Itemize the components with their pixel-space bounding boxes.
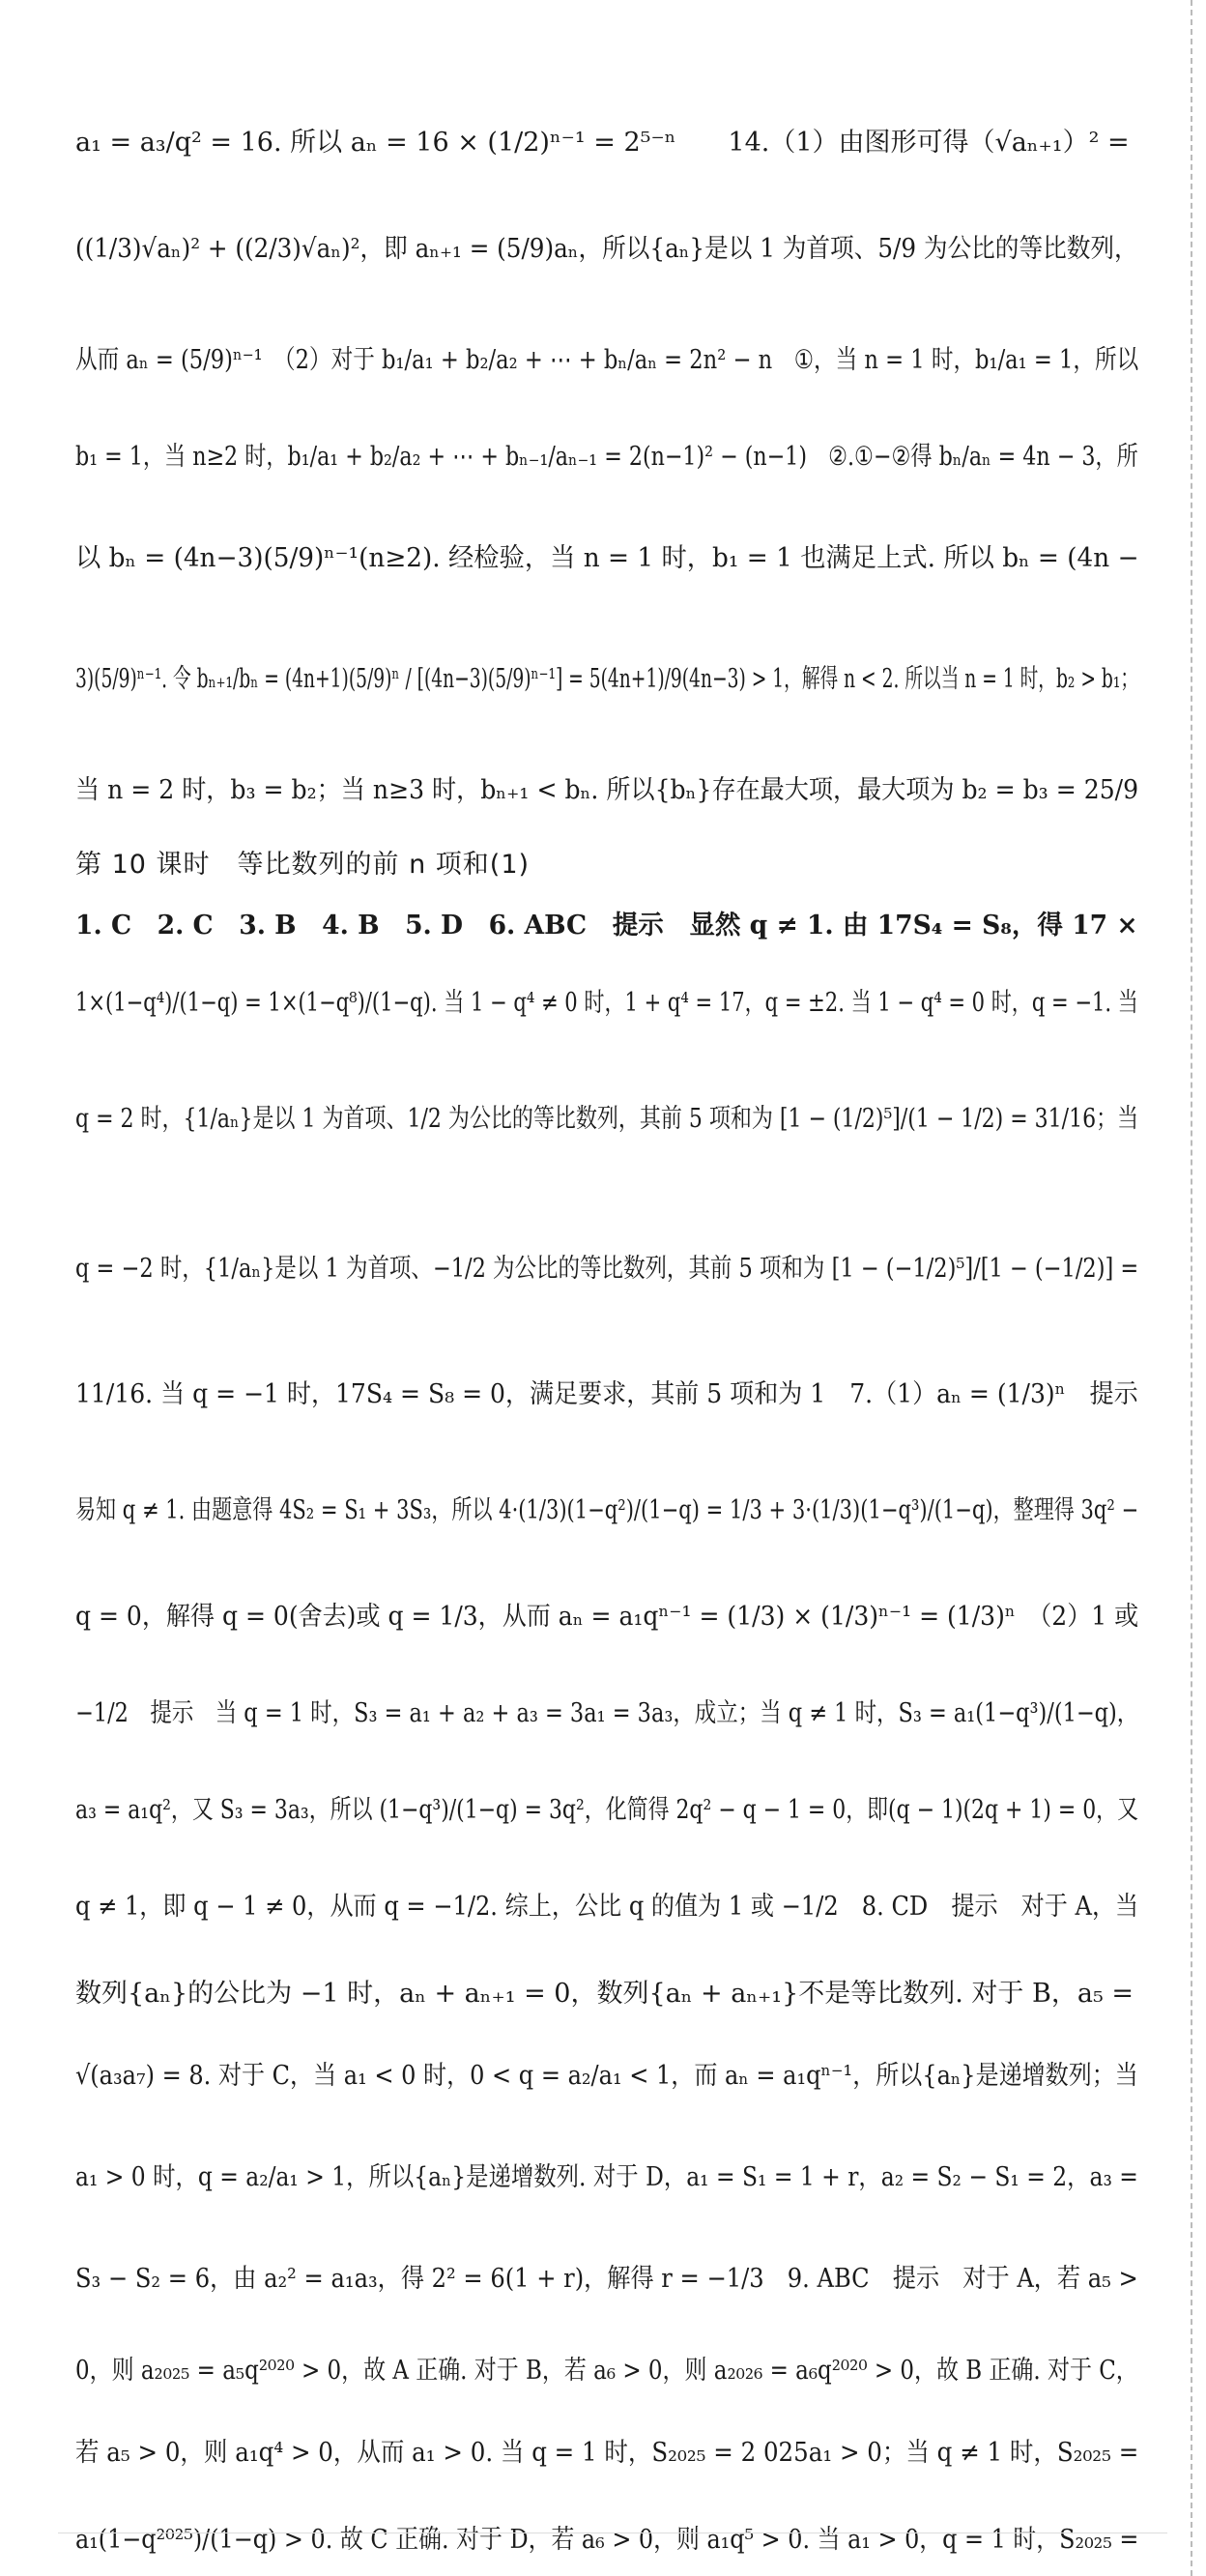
text-line-content: ((1/3)√aₙ)² + ((2/3)√aₙ)²，即 aₙ₊₁ = (5/9)aₙ，所以{aₙ}是以 1 为首项、5/9 为公比的等比数列， (75, 234, 1138, 264)
text-line-content: 11/16. 当 q = −1 时，17S₄ = S₈ = 0，满足要求，其前 5 项和为 1 7.（1）aₙ = (1/3)ⁿ 提示 (75, 1379, 1138, 1409)
text-line-12 (75, 1252, 1138, 1287)
text-line-content: 3)(5/9)ⁿ⁻¹. 令 bₙ₊₁/bₙ = (4n+1)(5/9)ⁿ / [(4n−3)(5/9)ⁿ⁻¹] = 5(4n+1)/9(4n−3) > 1，解得 n < 2. 所以当 n = 1 时，b₂ > b₁； (75, 664, 1138, 694)
text-line-content: a₃ = a₁q²，又 S₃ = 3a₃，所以 (1−q³)/(1−q) = 3q²，化简得 2q² − q − 1 = 0，即(q − 1)(2q + 1) = 0，又 (75, 1795, 1138, 1825)
text-line-1 (75, 126, 1138, 160)
text-line-content: a₁ > 0 时，q = a₂/a₁ > 1，所以{aₙ}是递增数列. 对于 D，a₁ = S₁ = 1 + r，a₂ = S₂ − S₁ = 2，a₃ = (75, 2162, 1138, 2192)
section-heading-text: 第 10 课时 等比数列的前 n 项和(1) (75, 850, 531, 880)
text-line-20 (75, 2059, 1138, 2094)
text-line-22 (75, 2262, 1138, 2297)
text-line-content: √(a₃a₇) = 8. 对于 C，当 a₁ < 0 时，0 < q = a₂/a₁ < 1，而 aₙ = a₁qⁿ⁻¹，所以{aₙ}是递增数列；当 (75, 2061, 1138, 2091)
text-line-5 (75, 541, 1138, 576)
text-line-content: S₃ − S₂ = 6，由 a₂² = a₁a₃，得 2² = 6(1 + r)，解得 r = −1/3 9. ABC 提示 对于 A，若 a₅ > (75, 2264, 1138, 2294)
text-line-content: q = 0，解得 q = 0(舍去)或 q = 1/3，从而 aₙ = a₁qⁿ⁻¹ = (1/3) × (1/3)ⁿ⁻¹ = (1/3)ⁿ （2）1 或 (75, 1602, 1138, 1632)
text-line-24 (75, 2436, 1138, 2471)
text-line-content: 易知 q ≠ 1. 由题意得 4S₂ = S₁ + 3S₃，所以 4·(1/3)(1−q²)/(1−q) = 1/3 + 3·(1/3)(1−q³)/(1−q)，整理得 3q² − (75, 1495, 1138, 1525)
text-line-content: 若 a₅ > 0，则 a₁q⁴ > 0，从而 a₁ > 0. 当 q = 1 时，S₂₀₂₅ = 2 025a₁ > 0；当 q ≠ 1 时，S₂₀₂₅ = (75, 2438, 1138, 2468)
text-line-11 (75, 1102, 1138, 1137)
text-line-25 (75, 2523, 1138, 2558)
text-line-9 (75, 909, 1138, 943)
text-line-23 (75, 2354, 1138, 2388)
text-line-10 (75, 986, 1138, 1021)
text-line-content: 从而 aₙ = (5/9)ⁿ⁻¹ （2）对于 b₁/a₁ + b₂/a₂ + ⋯ + bₙ/aₙ = 2n² − n ①，当 n = 1 时，b₁/a₁ = 1，所以 (75, 345, 1138, 375)
page-edge-dashed-border (1191, 0, 1192, 2576)
text-line-content: a₁(1−q²⁰²⁵)/(1−q) > 0. 故 C 正确. 对于 D，若 a₆ > 0，则 a₁q⁵ > 0. 当 a₁ > 0，q = 1 时，S₂₀₂₅ = (75, 2525, 1138, 2555)
text-line-18 (75, 1890, 1138, 1925)
text-line-content: 1. C 2. C 3. B 4. B 5. D 6. ABC 提示 显然 q ≠ 1. 由 17S₄ = S₈，得 17 × (75, 911, 1138, 941)
text-line-content: q = −2 时，{1/aₙ}是以 1 为首项、−1/2 为公比的等比数列，其前 5 项和为 [1 − (−1/2)⁵]/[1 − (−1/2)] = (75, 1254, 1138, 1284)
text-line-2 (75, 232, 1138, 267)
text-line-content: 当 n = 2 时，b₃ = b₂；当 n≥3 时，bₙ₊₁ < bₙ. 所以{bₙ}存在最大项，最大项为 b₂ = b₃ = 25/9 (75, 775, 1138, 805)
text-line-17 (75, 1793, 1138, 1828)
text-line-content: 1×(1−q⁴)/(1−q) = 1×(1−q⁸)/(1−q). 当 1 − q⁴ ≠ 0 时，1 + q⁴ = 17，q = ±2. 当 1 − q⁴ = 0 时，q = −1. 当 (75, 988, 1138, 1018)
text-line-content: −1/2 提示 当 q = 1 时，S₃ = a₁ + a₂ + a₃ = 3a₁ = 3a₃，成立；当 q ≠ 1 时，S₃ = a₁(1−q³)/(1−q)， (75, 1698, 1138, 1728)
text-line-content: a₁ = a₃/q² = 16. 所以 aₙ = 16 × (1/2)ⁿ⁻¹ = 2⁵⁻ⁿ 14.（1）由图形可得（√aₙ₊₁）² = (75, 128, 1130, 158)
text-line-content: q = 2 时，{1/aₙ}是以 1 为首项、1/2 为公比的等比数列，其前 5 项和为 [1 − (1/2)⁵]/(1 − 1/2) = 31/16；当 (75, 1104, 1138, 1134)
text-line-16 (75, 1696, 1138, 1731)
text-line-7 (75, 773, 1138, 808)
text-line-content: 数列{aₙ}的公比为 −1 时，aₙ + aₙ₊₁ = 0，数列{aₙ + aₙ₊₁}不是等比数列. 对于 B，a₅ = (75, 1979, 1134, 2009)
text-line-13 (75, 1377, 1138, 1412)
text-line-4 (75, 440, 1138, 475)
text-line-21 (75, 2160, 1138, 2195)
text-line-3 (75, 343, 1138, 378)
text-line-15 (75, 1600, 1138, 1635)
text-line-19 (75, 1977, 1138, 2012)
text-line-6 (75, 662, 1138, 697)
text-line-14 (75, 1493, 1138, 1528)
text-line-content: b₁ = 1，当 n≥2 时，b₁/a₁ + b₂/a₂ + ⋯ + bₙ₋₁/aₙ₋₁ = 2(n−1)² − (n−1) ②.①−②得 bₙ/aₙ = 4n − 3，所 (75, 442, 1138, 472)
text-line-content: 以 bₙ = (4n−3)(5/9)ⁿ⁻¹(n≥2). 经检验，当 n = 1 时，b₁ = 1 也满足上式. 所以 bₙ = (4n − (75, 543, 1138, 573)
text-line-content: q ≠ 1，即 q − 1 ≠ 0，从而 q = −1/2. 综上，公比 q 的值为 1 或 −1/2 8. CD 提示 对于 A，当 (75, 1892, 1138, 1922)
section-heading (75, 848, 1138, 883)
text-line-content: 0，则 a₂₀₂₅ = a₅q²⁰²⁰ > 0，故 A 正确. 对于 B，若 a₆ > 0，则 a₂₀₂₆ = a₆q²⁰²⁰ > 0，故 B 正确. 对于 C， (75, 2356, 1138, 2386)
